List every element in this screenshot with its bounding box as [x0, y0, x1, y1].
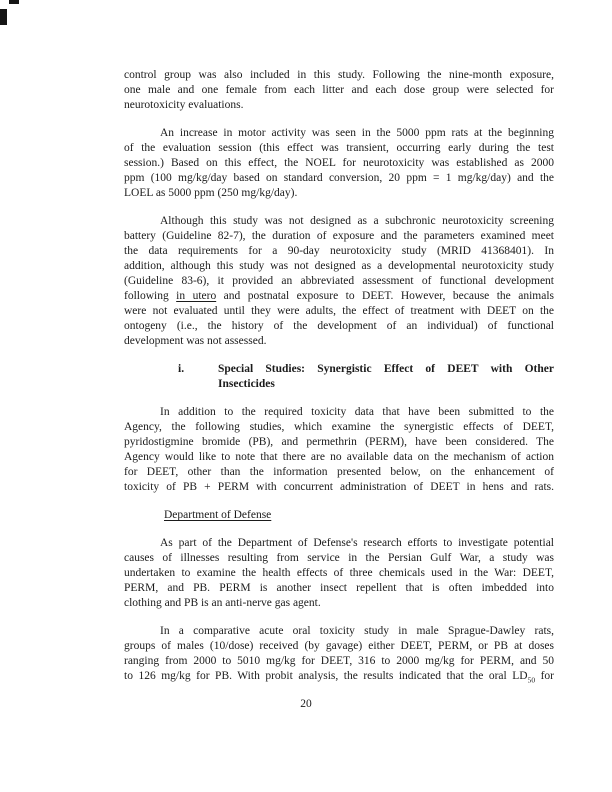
- text-line: Department of Defense: [164, 509, 272, 521]
- text-line: As part of the Department of Defense's research efforts to investigate potential: [160, 537, 554, 549]
- text-line: pyridostigmine bromide (PB), and permethrin (PERM), have been considered. The: [124, 436, 554, 448]
- text-line: neurotoxicity evaluations.: [124, 99, 244, 111]
- text-line: of the evaluation session (this effect was transient, occurring early during the test: [124, 142, 554, 154]
- text-line: LOEL as 5000 ppm (250 mg/kg/day).: [124, 187, 298, 199]
- text-line: An increase in motor activity was seen in the 5000 ppm rats at the beginning: [160, 127, 554, 139]
- text-line: ppm (100 mg/kg/day based on standard conversion, 20 ppm = 1 mg/kg/day) and the: [124, 172, 554, 184]
- paragraph: [124, 624, 554, 684]
- text-line: to 126 mg/kg for PB. With probit analysis, the results indicated that the oral $LD_{50}$ for: [124, 670, 554, 685]
- text-line: one male and one female from each litter and each dose group were selected for: [124, 84, 554, 96]
- text-line: groups of males (10/dose) received (by gavage) either DEET, PERM, or PB at doses: [124, 640, 554, 652]
- text-line: battery (Guideline 82-7), the duration of exposure and the parameters examined meet: [124, 230, 554, 242]
- text-line: Agency, the following studies, which examine the synergistic effects of DEET,: [124, 421, 554, 433]
- scan-artifact: [0, 9, 7, 25]
- text-line: clothing and PB is an anti-nerve gas agent.: [124, 597, 321, 609]
- text-line: (Guideline 83-6), it provided an abbreviated assessment of functional development: [124, 275, 554, 287]
- text-line: [178, 362, 554, 377]
- text-line: Although this study was not designed as a subchronic neurotoxicity screening: [160, 215, 554, 227]
- sub-heading: [124, 508, 554, 523]
- paragraph: [124, 68, 554, 113]
- text-line: ontogeny (i.e., the history of the development of an individual) of functional: [124, 320, 554, 332]
- text-line: ranging from 2000 to 5010 mg/kg for DEET, 316 to 2000 mg/kg for PERM, and 50: [124, 655, 554, 667]
- text-line: toxicity of PB + PERM with concurrent administration of DEET in hens and rats.: [124, 481, 554, 493]
- heading-text: Special Studies: Synergistic Effect of DEET with Other: [218, 363, 554, 375]
- text-line: the data requirements for a 90-day neurotoxicity study (MRID 41368401). In: [124, 245, 554, 257]
- text-line: Agency would like to note that there are no available data on the mechanism of action: [124, 451, 554, 463]
- page-body: [124, 68, 554, 697]
- text-line: In a comparative acute oral toxicity study in male Sprague-Dawley rats,: [160, 625, 554, 637]
- text-line: following in utero and postnatal exposure to DEET. However, because the animals: [124, 290, 554, 302]
- text-line: PERM, and PB. PERM is another insect repellent that is often imbedded into: [124, 582, 554, 594]
- scan-artifact: [9, 0, 19, 4]
- text-line: control group was also included in this study. Following the nine-month exposure,: [124, 69, 554, 81]
- paragraph: [124, 405, 554, 495]
- paragraph: [124, 126, 554, 201]
- text-line: In addition to the required toxicity data that have been submitted to the: [160, 406, 554, 418]
- text-line: Insecticides: [218, 378, 275, 390]
- page-number: 20: [300, 698, 312, 710]
- text-line: addition, although this study was not designed as a developmental neurotoxicity study: [124, 260, 554, 272]
- text-line: session.) Based on this effect, the NOEL for neurotoxicity was established as 2000: [124, 157, 554, 169]
- text-line: for DEET, other than the information presented below, on the enhancement of: [124, 466, 554, 478]
- section-heading: [124, 362, 554, 392]
- paragraph: [124, 536, 554, 611]
- text-line: development was not assessed.: [124, 335, 267, 347]
- text-line: undertaken to examine the health effects of three chemicals used in the War: DEET,: [124, 567, 554, 579]
- text-line: causes of illnesses resulting from service in the Persian Gulf War, a study was: [124, 552, 554, 564]
- heading-number: i.: [178, 363, 185, 375]
- text-line: were not evaluated until they were adults, the effect of treatment with DEET on the: [124, 305, 554, 317]
- paragraph: [124, 214, 554, 349]
